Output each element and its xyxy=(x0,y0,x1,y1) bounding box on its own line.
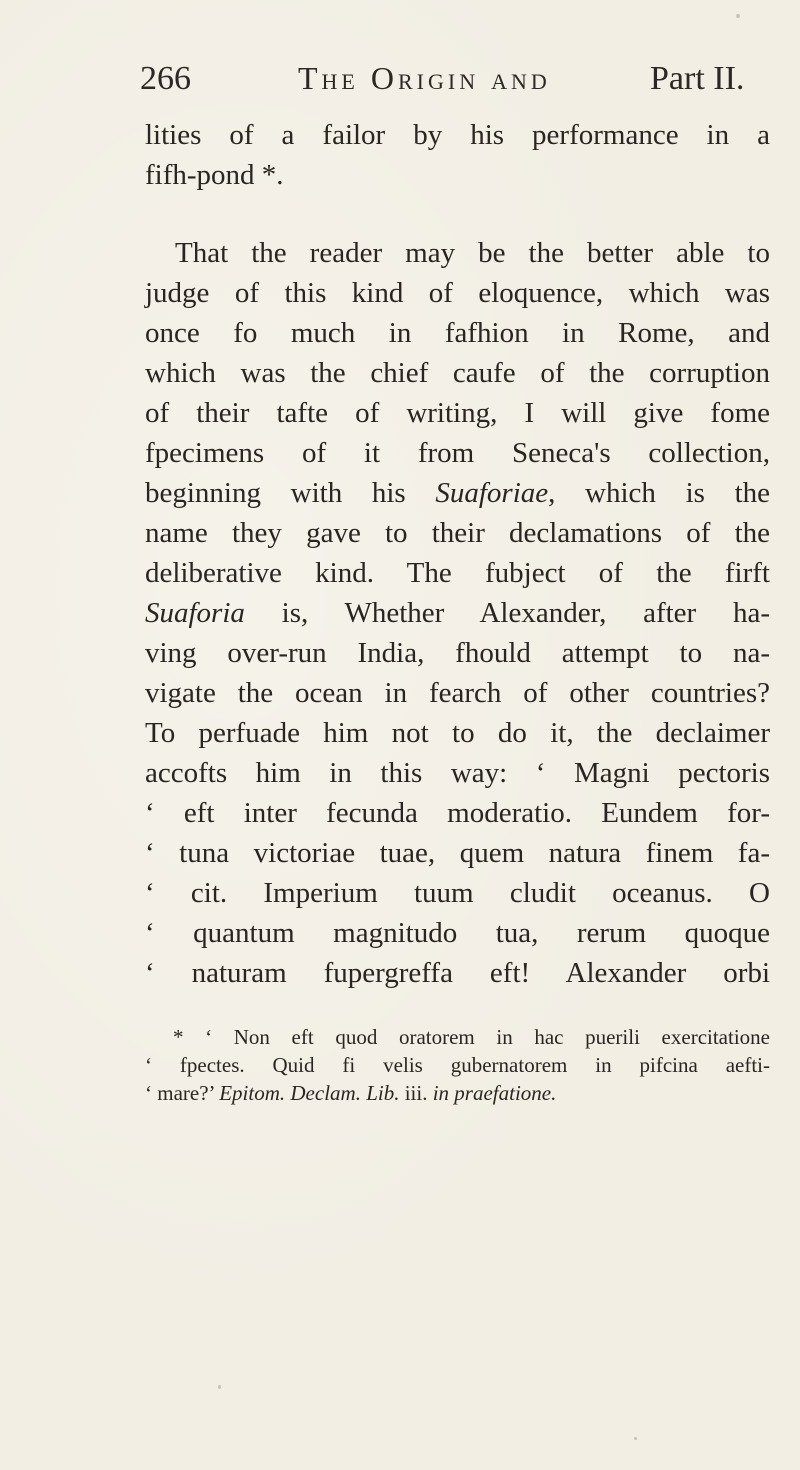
footnote-line xyxy=(145,1079,770,1107)
text-line: To perfuade him not to do it, the declaimer xyxy=(145,717,770,749)
footnote xyxy=(145,1023,770,1107)
italic-term: Suaforiae xyxy=(435,477,549,509)
footnote-line: ‘ fpectes. Quid fi velis gubernatorem in pifcina aefti- xyxy=(145,1053,770,1077)
text-line xyxy=(145,473,770,513)
part-label: Part II. xyxy=(650,60,745,97)
page-header xyxy=(140,60,780,110)
text-line: judge of this kind of eloquence, which was xyxy=(145,277,770,309)
citation-italic: in praefatione. xyxy=(432,1081,557,1105)
italic-term: Suaforia xyxy=(145,597,245,629)
text-segment: , which is the xyxy=(548,477,770,509)
text-line: ‘ cit. Imperium tuum cludit oceanus. O xyxy=(145,877,770,909)
text-line: deliberative kind. The fubject of the firft xyxy=(145,557,770,589)
text-segment: beginning with his xyxy=(145,477,406,509)
text-line: That the reader may be the better able to xyxy=(175,237,770,269)
paper-speck xyxy=(218,1385,221,1389)
text-line: ‘ eft inter fecunda moderatio. Eundem for- xyxy=(145,797,770,829)
text-line: accofts him in this way: ‘ Magni pectoris xyxy=(145,757,770,789)
paper-speck xyxy=(634,1437,637,1440)
text-line: vigate the ocean in fearch of other countries? xyxy=(145,677,770,709)
text-line: which was the chief caufe of the corruption xyxy=(145,357,770,389)
paper-speck xyxy=(736,14,740,18)
text-line: name they gave to their declamations of the xyxy=(145,517,770,549)
text-line: once fo much in fafhion in Rome, and xyxy=(145,317,770,349)
footnote-line: * ‘ Non eft quod oratorem in hac puerili exercitatione xyxy=(173,1025,770,1049)
citation-italic: Epitom. Declam. Lib. xyxy=(219,1081,400,1105)
text-line xyxy=(145,593,770,633)
text-line: ‘ tuna victoriae tuae, quem natura finem fa- xyxy=(145,837,770,869)
footnote-segment: ‘ mare?’ xyxy=(145,1081,220,1105)
text-line: fifh-pond *. xyxy=(145,159,284,191)
body-text xyxy=(145,115,770,993)
page-number: 266 xyxy=(140,60,191,97)
text-segment: is, Whether Alexander, after ha- xyxy=(244,597,770,629)
text-line: ‘ quantum magnitudo tua, rerum quoque xyxy=(145,917,770,949)
text-line: fpecimens of it from Seneca's collection, xyxy=(145,437,770,469)
text-line: ‘ naturam fupergreffa eft! Alexander orbi xyxy=(145,957,770,989)
running-head: The Origin and xyxy=(298,60,551,96)
text-line: of their tafte of writing, I will give fome xyxy=(145,397,770,429)
text-line: ving over-run India, fhould attempt to na- xyxy=(145,637,770,669)
text-line: lities of a failor by his performance in a xyxy=(145,119,770,151)
footnote-segment: iii. xyxy=(399,1081,433,1105)
